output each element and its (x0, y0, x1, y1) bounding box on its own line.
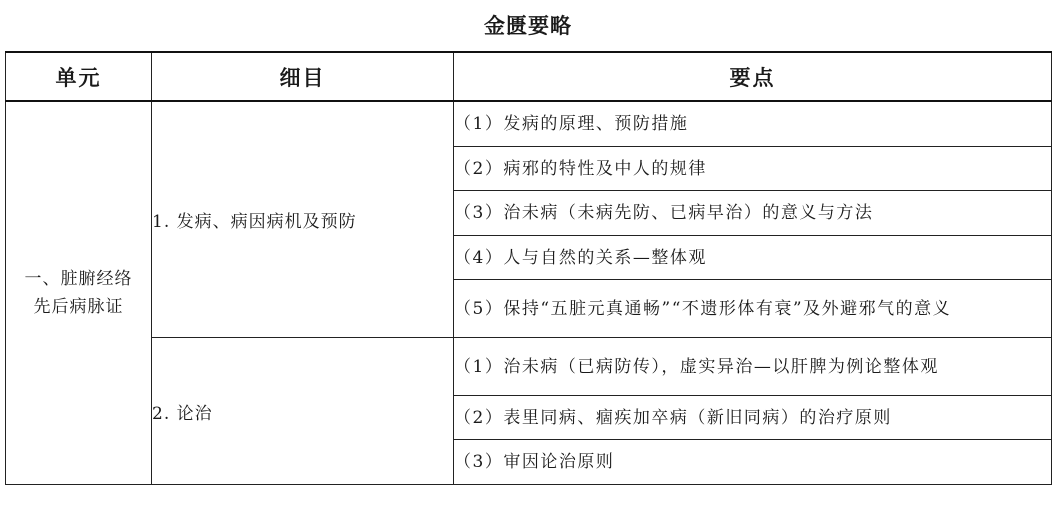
item-cell-pathogenesis: 1. 发病、病因病机及预防 (152, 101, 454, 338)
unit-cell (6, 101, 152, 485)
point-cell: （5）保持“五脏元真通畅”“不遗形体有衰”及外避邪气的意义 (454, 280, 1052, 338)
point-cell: （2）病邪的特性及中人的规律 (454, 147, 1052, 191)
item-cell-treatment: 2. 论治 (152, 338, 454, 485)
point-cell: （2）表里同病、痼疾加卒病（新旧同病）的治疗原则 (454, 396, 1052, 440)
header-row (6, 52, 1052, 101)
document-title: 金匮要略 (484, 14, 572, 38)
syllabus-table (5, 51, 1052, 485)
header-item: 细目 (152, 52, 454, 101)
table-row (6, 338, 1052, 396)
table-header (6, 52, 1052, 101)
point-cell: （1）发病的原理、预防措施 (454, 101, 1052, 147)
unit-label-line-1: 一、脏腑经络 (24, 269, 133, 289)
table-body (6, 101, 1052, 485)
header-unit: 单元 (6, 52, 152, 101)
point-cell: （1）治未病（已病防传），虚实异治—以肝脾为例论整体观 (454, 338, 1052, 396)
unit-label-line-2: 先后病脉证 (33, 297, 124, 317)
point-cell: （4）人与自然的关系—整体观 (454, 236, 1052, 280)
point-cell: （3）审因论治原则 (454, 440, 1052, 485)
table-row (6, 101, 1052, 147)
header-points: 要点 (454, 52, 1052, 101)
point-cell: （3）治未病（未病先防、已病早治）的意义与方法 (454, 191, 1052, 236)
